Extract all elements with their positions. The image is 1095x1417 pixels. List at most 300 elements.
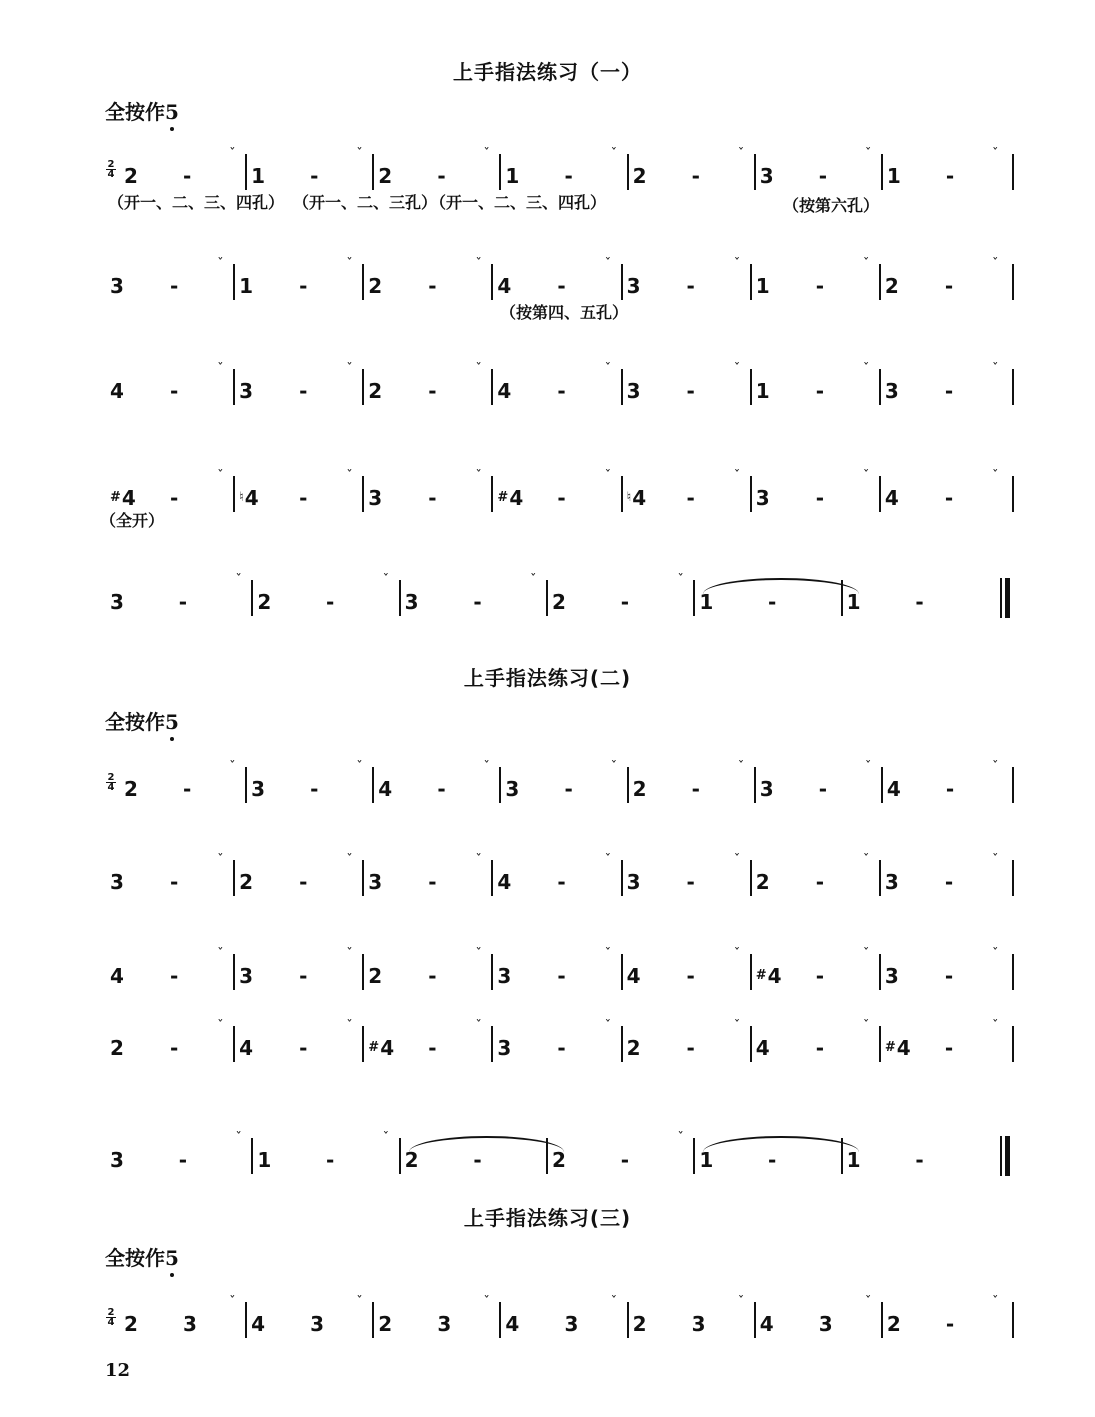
time-sig-numerator: 2 xyxy=(107,159,115,170)
annotation: （按第六孔） xyxy=(783,196,880,215)
jianpu-note: 4 xyxy=(497,379,512,403)
dash: - xyxy=(428,379,437,403)
barline xyxy=(399,580,401,616)
breath-mark: ˇ xyxy=(483,147,490,162)
barline xyxy=(491,1026,493,1062)
jianpu-note: 3 xyxy=(818,1312,833,1336)
dash: - xyxy=(299,274,308,298)
key-text: 全按作 xyxy=(105,710,165,734)
dash: - xyxy=(299,379,308,403)
breath-mark: ˇ xyxy=(346,947,353,962)
note-digit: 4 xyxy=(121,486,136,510)
dash: - xyxy=(686,870,695,894)
time-sig-denominator: 4 xyxy=(107,782,115,793)
barline xyxy=(499,767,501,803)
dash: - xyxy=(428,486,437,510)
dash: - xyxy=(437,164,446,188)
jianpu-note: 1 xyxy=(257,1148,272,1172)
breath-mark: ˇ xyxy=(217,947,224,962)
dash: - xyxy=(473,1148,482,1172)
barline xyxy=(251,1138,253,1174)
barline xyxy=(621,860,623,896)
key-note: 5 xyxy=(165,1246,179,1270)
jianpu-note: 4 xyxy=(497,870,512,894)
breath-mark: ˇ xyxy=(217,362,224,377)
jianpu-note: 3 xyxy=(759,164,774,188)
jianpu-note: 3 xyxy=(368,870,383,894)
barline xyxy=(491,264,493,300)
barline xyxy=(233,369,235,405)
dash: - xyxy=(915,1148,924,1172)
breath-mark: ˇ xyxy=(733,362,741,377)
jianpu-note: 3 xyxy=(884,964,899,988)
dash: - xyxy=(691,164,700,188)
note-digit: 4 xyxy=(244,486,259,510)
barline xyxy=(372,154,374,190)
breath-mark: ˇ xyxy=(604,853,612,868)
dash: - xyxy=(818,164,828,188)
jianpu-note xyxy=(885,1036,911,1060)
breath-mark: ˇ xyxy=(864,760,872,775)
jianpu-note: 4 xyxy=(110,379,124,403)
jianpu-note: 2 xyxy=(886,1312,901,1336)
jianpu-note: 3 xyxy=(110,870,124,894)
barline xyxy=(245,1302,247,1338)
breath-mark: ˇ xyxy=(864,1295,872,1310)
jianpu-note: 4 xyxy=(497,274,512,298)
barline xyxy=(627,1302,629,1338)
note-digit: 4 xyxy=(632,486,647,510)
barline xyxy=(621,1026,623,1062)
dash: - xyxy=(768,590,777,614)
jianpu-note: 3 xyxy=(884,870,899,894)
dash: - xyxy=(944,870,954,894)
jianpu-note: 3 xyxy=(564,1312,579,1336)
barline xyxy=(879,1026,881,1062)
dash: - xyxy=(169,870,179,894)
breath-mark: ˇ xyxy=(475,947,482,962)
dash: - xyxy=(169,379,179,403)
time-sig-denominator: 4 xyxy=(107,169,115,180)
breath-mark: ˇ xyxy=(992,947,999,962)
jianpu-note: 3 xyxy=(497,1036,512,1060)
breath-mark: ˇ xyxy=(475,257,482,272)
breath-mark: ˇ xyxy=(733,853,741,868)
dash: - xyxy=(944,964,954,988)
annotation: （开一、二、三、四孔） xyxy=(430,193,607,212)
breath-mark: ˇ xyxy=(346,362,353,377)
barline xyxy=(499,1302,501,1338)
section-3-title: 上手指法练习(三) xyxy=(463,1206,632,1230)
breath-mark: ˇ xyxy=(346,257,353,272)
section-3-key xyxy=(105,1242,179,1271)
breath-mark: ˇ xyxy=(862,469,870,484)
barline xyxy=(399,1138,401,1174)
breath-mark: ˇ xyxy=(992,147,999,162)
barline xyxy=(245,154,247,190)
breath-mark: ˇ xyxy=(530,573,537,588)
breath-mark: ˇ xyxy=(733,1019,741,1034)
jianpu-note: 4 xyxy=(886,777,901,801)
dash: - xyxy=(557,274,566,298)
barline xyxy=(491,860,493,896)
barline xyxy=(372,767,374,803)
jianpu-note: 3 xyxy=(691,1312,706,1336)
breath-mark: ˇ xyxy=(483,760,490,775)
key-note: 5 xyxy=(165,710,179,734)
jianpu-note: 4 xyxy=(626,964,641,988)
annotation: （按第四、五孔） xyxy=(500,303,629,322)
jianpu-note: 3 xyxy=(626,274,641,298)
key-text: 全按作 xyxy=(105,100,165,124)
breath-mark: ˇ xyxy=(862,362,870,377)
breath-mark: ˇ xyxy=(475,853,482,868)
breath-mark: ˇ xyxy=(217,853,224,868)
jianpu-note: 4 xyxy=(505,1312,520,1336)
jianpu-note xyxy=(497,486,523,510)
barline xyxy=(1012,369,1014,405)
jianpu-note xyxy=(368,1036,394,1060)
time-sig-numerator: 2 xyxy=(107,1307,115,1318)
dash: - xyxy=(169,1036,179,1060)
jianpu-note: 2 xyxy=(378,1312,393,1336)
barline xyxy=(362,860,364,896)
jianpu-note: 1 xyxy=(846,590,861,614)
barline xyxy=(879,369,881,405)
breath-mark: ˇ xyxy=(235,573,242,588)
barline xyxy=(754,767,756,803)
breath-mark: ˇ xyxy=(733,947,741,962)
breath-mark: ˇ xyxy=(737,760,745,775)
jianpu-note: 3 xyxy=(759,777,774,801)
barline xyxy=(621,476,623,512)
time-signature xyxy=(106,1308,116,1327)
dash: - xyxy=(686,964,695,988)
barline xyxy=(879,954,881,990)
jianpu-note: 3 xyxy=(404,590,419,614)
dash: - xyxy=(169,274,179,298)
barline xyxy=(491,476,493,512)
barline xyxy=(621,264,623,300)
jianpu-note: 3 xyxy=(310,1312,325,1336)
breath-mark: ˇ xyxy=(862,257,870,272)
jianpu-note xyxy=(627,486,647,510)
barline xyxy=(750,1026,752,1062)
breath-mark: ˇ xyxy=(992,853,999,868)
barline xyxy=(627,767,629,803)
barline xyxy=(251,580,253,616)
jianpu-note: 3 xyxy=(183,1312,197,1336)
final-barline-thin xyxy=(1000,578,1002,618)
jianpu-note: 2 xyxy=(257,590,272,614)
breath-mark: ˇ xyxy=(992,362,999,377)
accidental: # xyxy=(497,490,509,505)
jianpu-note: 4 xyxy=(251,1312,266,1336)
breath-mark: ˇ xyxy=(356,760,363,775)
barline xyxy=(693,580,695,616)
note-digit: 4 xyxy=(767,964,782,988)
time-signature xyxy=(106,160,116,179)
jianpu-note: 1 xyxy=(755,379,770,403)
breath-mark: ˇ xyxy=(217,469,224,484)
jianpu-note: 1 xyxy=(846,1148,861,1172)
dash: - xyxy=(437,777,446,801)
dash: - xyxy=(557,870,566,894)
barline xyxy=(621,954,623,990)
jianpu-note: 3 xyxy=(884,379,899,403)
jianpu-note: 1 xyxy=(755,274,770,298)
breath-mark: ˇ xyxy=(992,1019,999,1034)
jianpu-note: 1 xyxy=(505,164,520,188)
breath-mark: ˇ xyxy=(737,147,745,162)
note-digit: 4 xyxy=(896,1036,911,1060)
breath-mark: ˇ xyxy=(382,573,390,588)
barline xyxy=(621,369,623,405)
dash: - xyxy=(620,1148,630,1172)
barline xyxy=(879,264,881,300)
jianpu-note: 2 xyxy=(124,164,138,188)
dash: - xyxy=(428,964,437,988)
dash: - xyxy=(326,1148,335,1172)
barline xyxy=(362,369,364,405)
dash: - xyxy=(473,590,482,614)
dash: - xyxy=(686,486,695,510)
jianpu-note: 4 xyxy=(759,1312,774,1336)
accidental: ♮ xyxy=(239,490,244,505)
breath-mark: ˇ xyxy=(862,947,870,962)
annotation: （开一、二、三孔） xyxy=(293,193,438,212)
breath-mark: ˇ xyxy=(604,1019,612,1034)
final-barline-thin xyxy=(1000,1136,1002,1176)
breath-mark: ˇ xyxy=(346,853,353,868)
final-barline-thick xyxy=(1005,1136,1010,1176)
dash: - xyxy=(945,777,955,801)
breath-mark: ˇ xyxy=(356,147,363,162)
barline xyxy=(233,860,235,896)
breath-mark: ˇ xyxy=(677,1131,684,1146)
breath-mark: ˇ xyxy=(992,469,999,484)
tie-slur xyxy=(703,578,858,594)
accidental: # xyxy=(755,968,767,983)
breath-mark: ˇ xyxy=(992,760,999,775)
jianpu-note: 3 xyxy=(626,379,641,403)
jianpu-note: 3 xyxy=(110,1148,124,1172)
breath-mark: ˇ xyxy=(475,1019,482,1034)
breath-mark: ˇ xyxy=(862,1019,870,1034)
jianpu-note: 4 xyxy=(378,777,393,801)
dash: - xyxy=(944,1036,954,1060)
barline xyxy=(233,954,235,990)
section-1-key xyxy=(105,96,179,125)
dash: - xyxy=(169,486,179,510)
dash: - xyxy=(183,164,192,188)
jianpu-note: 4 xyxy=(110,964,124,988)
dash: - xyxy=(815,964,824,988)
breath-mark: ˇ xyxy=(346,1019,353,1034)
barline xyxy=(879,476,881,512)
jianpu-note: 3 xyxy=(437,1312,452,1336)
annotation: （全开） xyxy=(100,511,165,530)
accidental: # xyxy=(884,1040,896,1055)
page-number: 12 xyxy=(105,1360,131,1381)
dash: - xyxy=(299,870,308,894)
breath-mark: ˇ xyxy=(604,362,612,377)
barline xyxy=(1012,1302,1014,1338)
barline xyxy=(879,860,881,896)
barline xyxy=(233,476,235,512)
dash: - xyxy=(686,274,695,298)
breath-mark: ˇ xyxy=(733,257,741,272)
jianpu-note: 3 xyxy=(239,379,254,403)
section-2-title: 上手指法练习(二) xyxy=(463,666,632,690)
note-digit: 4 xyxy=(509,486,524,510)
dash: - xyxy=(945,164,955,188)
time-signature xyxy=(106,773,116,792)
breath-mark: ˇ xyxy=(483,1295,490,1310)
key-note: 5 xyxy=(165,100,179,124)
jianpu-note: 2 xyxy=(755,870,770,894)
jianpu-note: 2 xyxy=(239,870,254,894)
jianpu-note: 3 xyxy=(110,274,124,298)
jianpu-note: 2 xyxy=(124,777,138,801)
dash: - xyxy=(299,486,308,510)
dash: - xyxy=(768,1148,777,1172)
dash: - xyxy=(944,274,954,298)
time-sig-denominator: 4 xyxy=(107,1317,115,1328)
final-barline-thick xyxy=(1005,578,1010,618)
barline xyxy=(1012,767,1014,803)
section-1-title: 上手指法练习（一） xyxy=(453,60,642,84)
jianpu-note: 2 xyxy=(378,164,393,188)
breath-mark: ˇ xyxy=(217,257,224,272)
dash: - xyxy=(818,777,828,801)
accidental: # xyxy=(110,490,121,505)
barline xyxy=(881,1302,883,1338)
barline xyxy=(499,154,501,190)
jianpu-note: 3 xyxy=(110,590,124,614)
barline xyxy=(233,264,235,300)
breath-mark: ˇ xyxy=(229,1295,236,1310)
jianpu-note xyxy=(110,486,136,510)
breath-mark: ˇ xyxy=(604,469,612,484)
breath-mark: ˇ xyxy=(229,760,236,775)
jianpu-note: 2 xyxy=(368,964,383,988)
dash: - xyxy=(686,379,695,403)
jianpu-note: 4 xyxy=(884,486,899,510)
dash: - xyxy=(310,164,319,188)
barline xyxy=(754,1302,756,1338)
barline xyxy=(693,1138,695,1174)
dash: - xyxy=(169,964,179,988)
dash: - xyxy=(178,1148,188,1172)
barline xyxy=(750,264,752,300)
jianpu-note: 2 xyxy=(368,379,383,403)
dash: - xyxy=(945,1312,955,1336)
accidental: ♮ xyxy=(626,490,632,505)
dash: - xyxy=(815,379,824,403)
barline xyxy=(750,476,752,512)
jianpu-note: 4 xyxy=(239,1036,254,1060)
barline xyxy=(362,954,364,990)
jianpu-note: 3 xyxy=(368,486,383,510)
breath-mark: ˇ xyxy=(864,147,872,162)
jianpu-note: 3 xyxy=(239,964,254,988)
jianpu-note: 3 xyxy=(497,964,512,988)
jianpu-note: 3 xyxy=(505,777,520,801)
barline xyxy=(1012,860,1014,896)
breath-mark: ˇ xyxy=(862,853,870,868)
barline xyxy=(1012,154,1014,190)
annotation: （开一、二、三、四孔） xyxy=(108,193,285,212)
jianpu-note: 2 xyxy=(552,1148,566,1172)
dash: - xyxy=(299,1036,308,1060)
tie-slur xyxy=(409,1136,564,1152)
dash: - xyxy=(564,164,573,188)
breath-mark: ˇ xyxy=(235,1131,242,1146)
breath-mark: ˇ xyxy=(217,1019,224,1034)
dash: - xyxy=(178,590,188,614)
note-digit: 4 xyxy=(380,1036,395,1060)
breath-mark: ˇ xyxy=(737,1295,745,1310)
barline xyxy=(491,954,493,990)
jianpu-note: 4 xyxy=(755,1036,770,1060)
dash: - xyxy=(564,777,573,801)
accidental: # xyxy=(368,1040,380,1055)
barline xyxy=(233,1026,235,1062)
dash: - xyxy=(915,590,924,614)
dash: - xyxy=(815,486,824,510)
barline xyxy=(245,767,247,803)
breath-mark: ˇ xyxy=(610,760,618,775)
jianpu-note: 2 xyxy=(404,1148,419,1172)
breath-mark: ˇ xyxy=(677,573,684,588)
barline xyxy=(754,154,756,190)
jianpu-note: 3 xyxy=(755,486,770,510)
barline xyxy=(1012,476,1014,512)
breath-mark: ˇ xyxy=(733,469,741,484)
dash: - xyxy=(815,870,824,894)
barline xyxy=(546,580,548,616)
dash: - xyxy=(326,590,335,614)
dash: - xyxy=(428,274,437,298)
jianpu-note: 3 xyxy=(626,870,641,894)
barline xyxy=(1012,264,1014,300)
breath-mark: ˇ xyxy=(475,469,482,484)
dash: - xyxy=(428,1036,437,1060)
jianpu-note: 2 xyxy=(110,1036,124,1060)
section-2-key xyxy=(105,706,179,735)
dash: - xyxy=(815,1036,824,1060)
dash: - xyxy=(691,777,700,801)
dash: - xyxy=(183,777,192,801)
breath-mark: ˇ xyxy=(356,1295,363,1310)
barline xyxy=(881,767,883,803)
jianpu-note: 1 xyxy=(699,1148,714,1172)
barline xyxy=(362,1026,364,1062)
breath-mark: ˇ xyxy=(475,362,482,377)
barline xyxy=(627,154,629,190)
dash: - xyxy=(428,870,437,894)
barline xyxy=(1012,1026,1014,1062)
jianpu-note: 2 xyxy=(368,274,383,298)
jianpu-note: 2 xyxy=(632,777,647,801)
jianpu-note: 1 xyxy=(699,590,714,614)
dash: - xyxy=(815,274,824,298)
breath-mark: ˇ xyxy=(610,147,618,162)
breath-mark: ˇ xyxy=(610,1295,618,1310)
dash: - xyxy=(686,1036,695,1060)
jianpu-note: 2 xyxy=(632,1312,647,1336)
